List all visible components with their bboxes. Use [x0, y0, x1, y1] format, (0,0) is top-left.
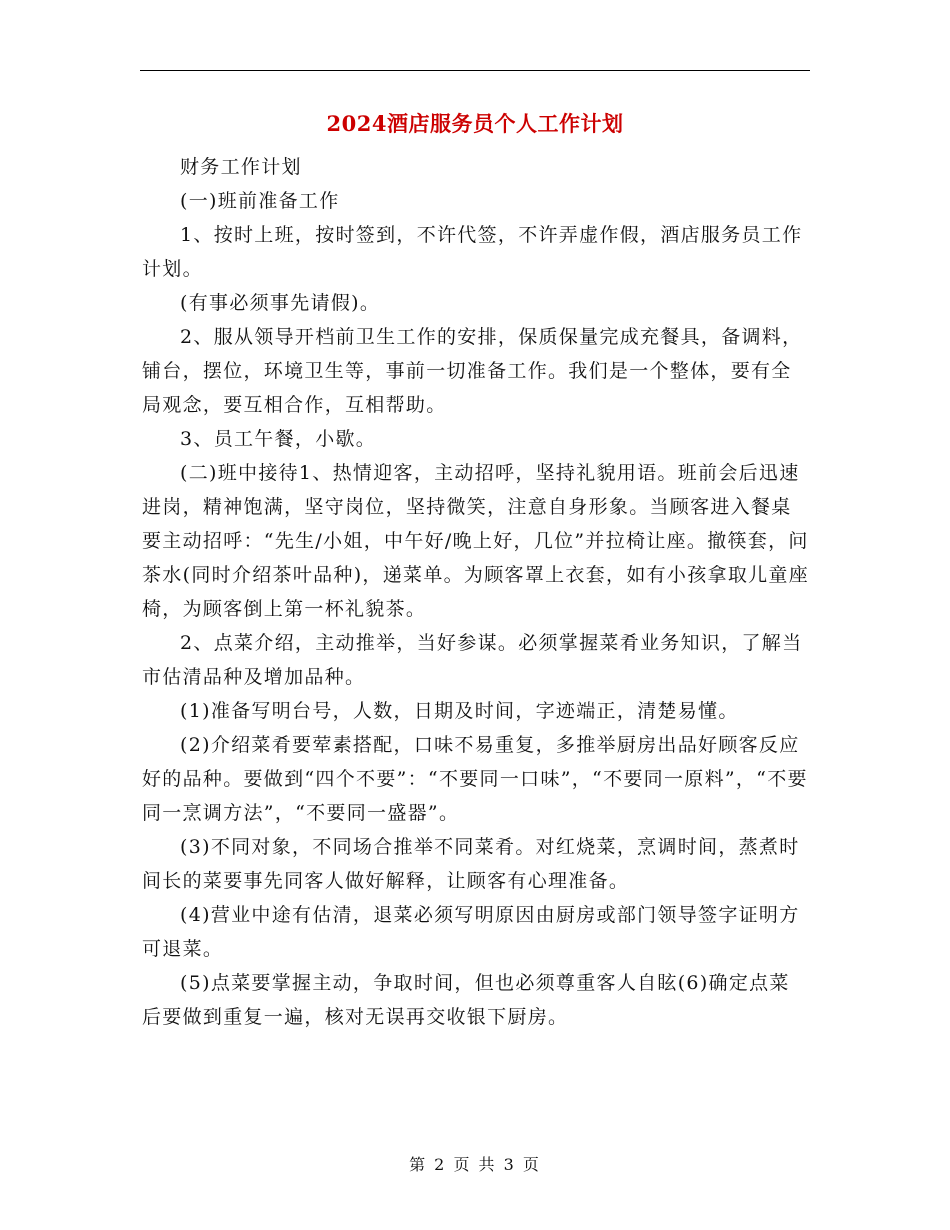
paragraph: (2)介绍菜肴要荤素搭配，口味不易重复，多推举厨房出品好顾客反应好的品种。要做到“四个不要”：“不要同一口味”，“不要同一原料”，“不要同一烹调方法”，“不要同一盛器”。: [142, 734, 808, 824]
page-number: 第 2 页 共 3 页: [409, 1155, 541, 1174]
paragraph: (3)不同对象，不同场合推举不同菜肴。对红烧菜，烹调时间，蒸煮时间长的菜要事先同客人做好解释，让顾客有心理准备。: [142, 836, 800, 892]
paragraph: (1)准备写明台号，人数，日期及时间，字迹端正，清楚易懂。: [180, 700, 739, 722]
paragraph: 1、按时上班，按时签到，不许代签，不许弄虚作假，酒店服务员工作计划。: [142, 224, 803, 280]
paragraph: 2、服从领导开档前卫生工作的安排，保质保量完成充餐具，备调料，铺台，摆位，环境卫生等，事前一切准备工作。我们是一个整体，要有全局观念，要互相合作，互相帮助。: [142, 326, 803, 416]
paragraph: 2、点菜介绍，主动推举，当好参谋。必须掌握菜肴业务知识，了解当市估清品种及增加品种。: [142, 632, 803, 688]
paragraph: 3、员工午餐，小歇。: [180, 428, 377, 450]
paragraph: (4)营业中途有估清，退菜必须写明原因由厨房或部门领导签字证明方可退菜。: [142, 904, 800, 960]
paragraph: (5)点菜要掌握主动，争取时间，但也必须尊重客人自眩(6)确定点菜后要做到重复一遍，核对无误再交收银下厨房。: [142, 972, 790, 1028]
document-body: [142, 150, 810, 1034]
paragraph: (有事必须事先请假)。: [180, 292, 381, 314]
paragraph: 财务工作计划: [180, 156, 302, 178]
paragraph: (一)班前准备工作: [180, 190, 340, 212]
header-rule: [140, 70, 810, 71]
document-title: 2024酒店服务员个人工作计划: [326, 111, 624, 136]
paragraph: (二)班中接待1、热情迎客，主动招呼，坚持礼貌用语。班前会后迅速进岗，精神饱满，坚守岗位，坚持微笑，注意自身形象。当顾客进入餐桌要主动招呼：“先生/小姐，中午好/晚上好，几位”并拉椅让座。撤筷套，问茶水(同时介绍茶叶品种)，递菜单。为顾客罩上衣套，如有小孩拿取儿童座椅，为顾客倒上第一杯礼貌茶。: [142, 462, 810, 620]
